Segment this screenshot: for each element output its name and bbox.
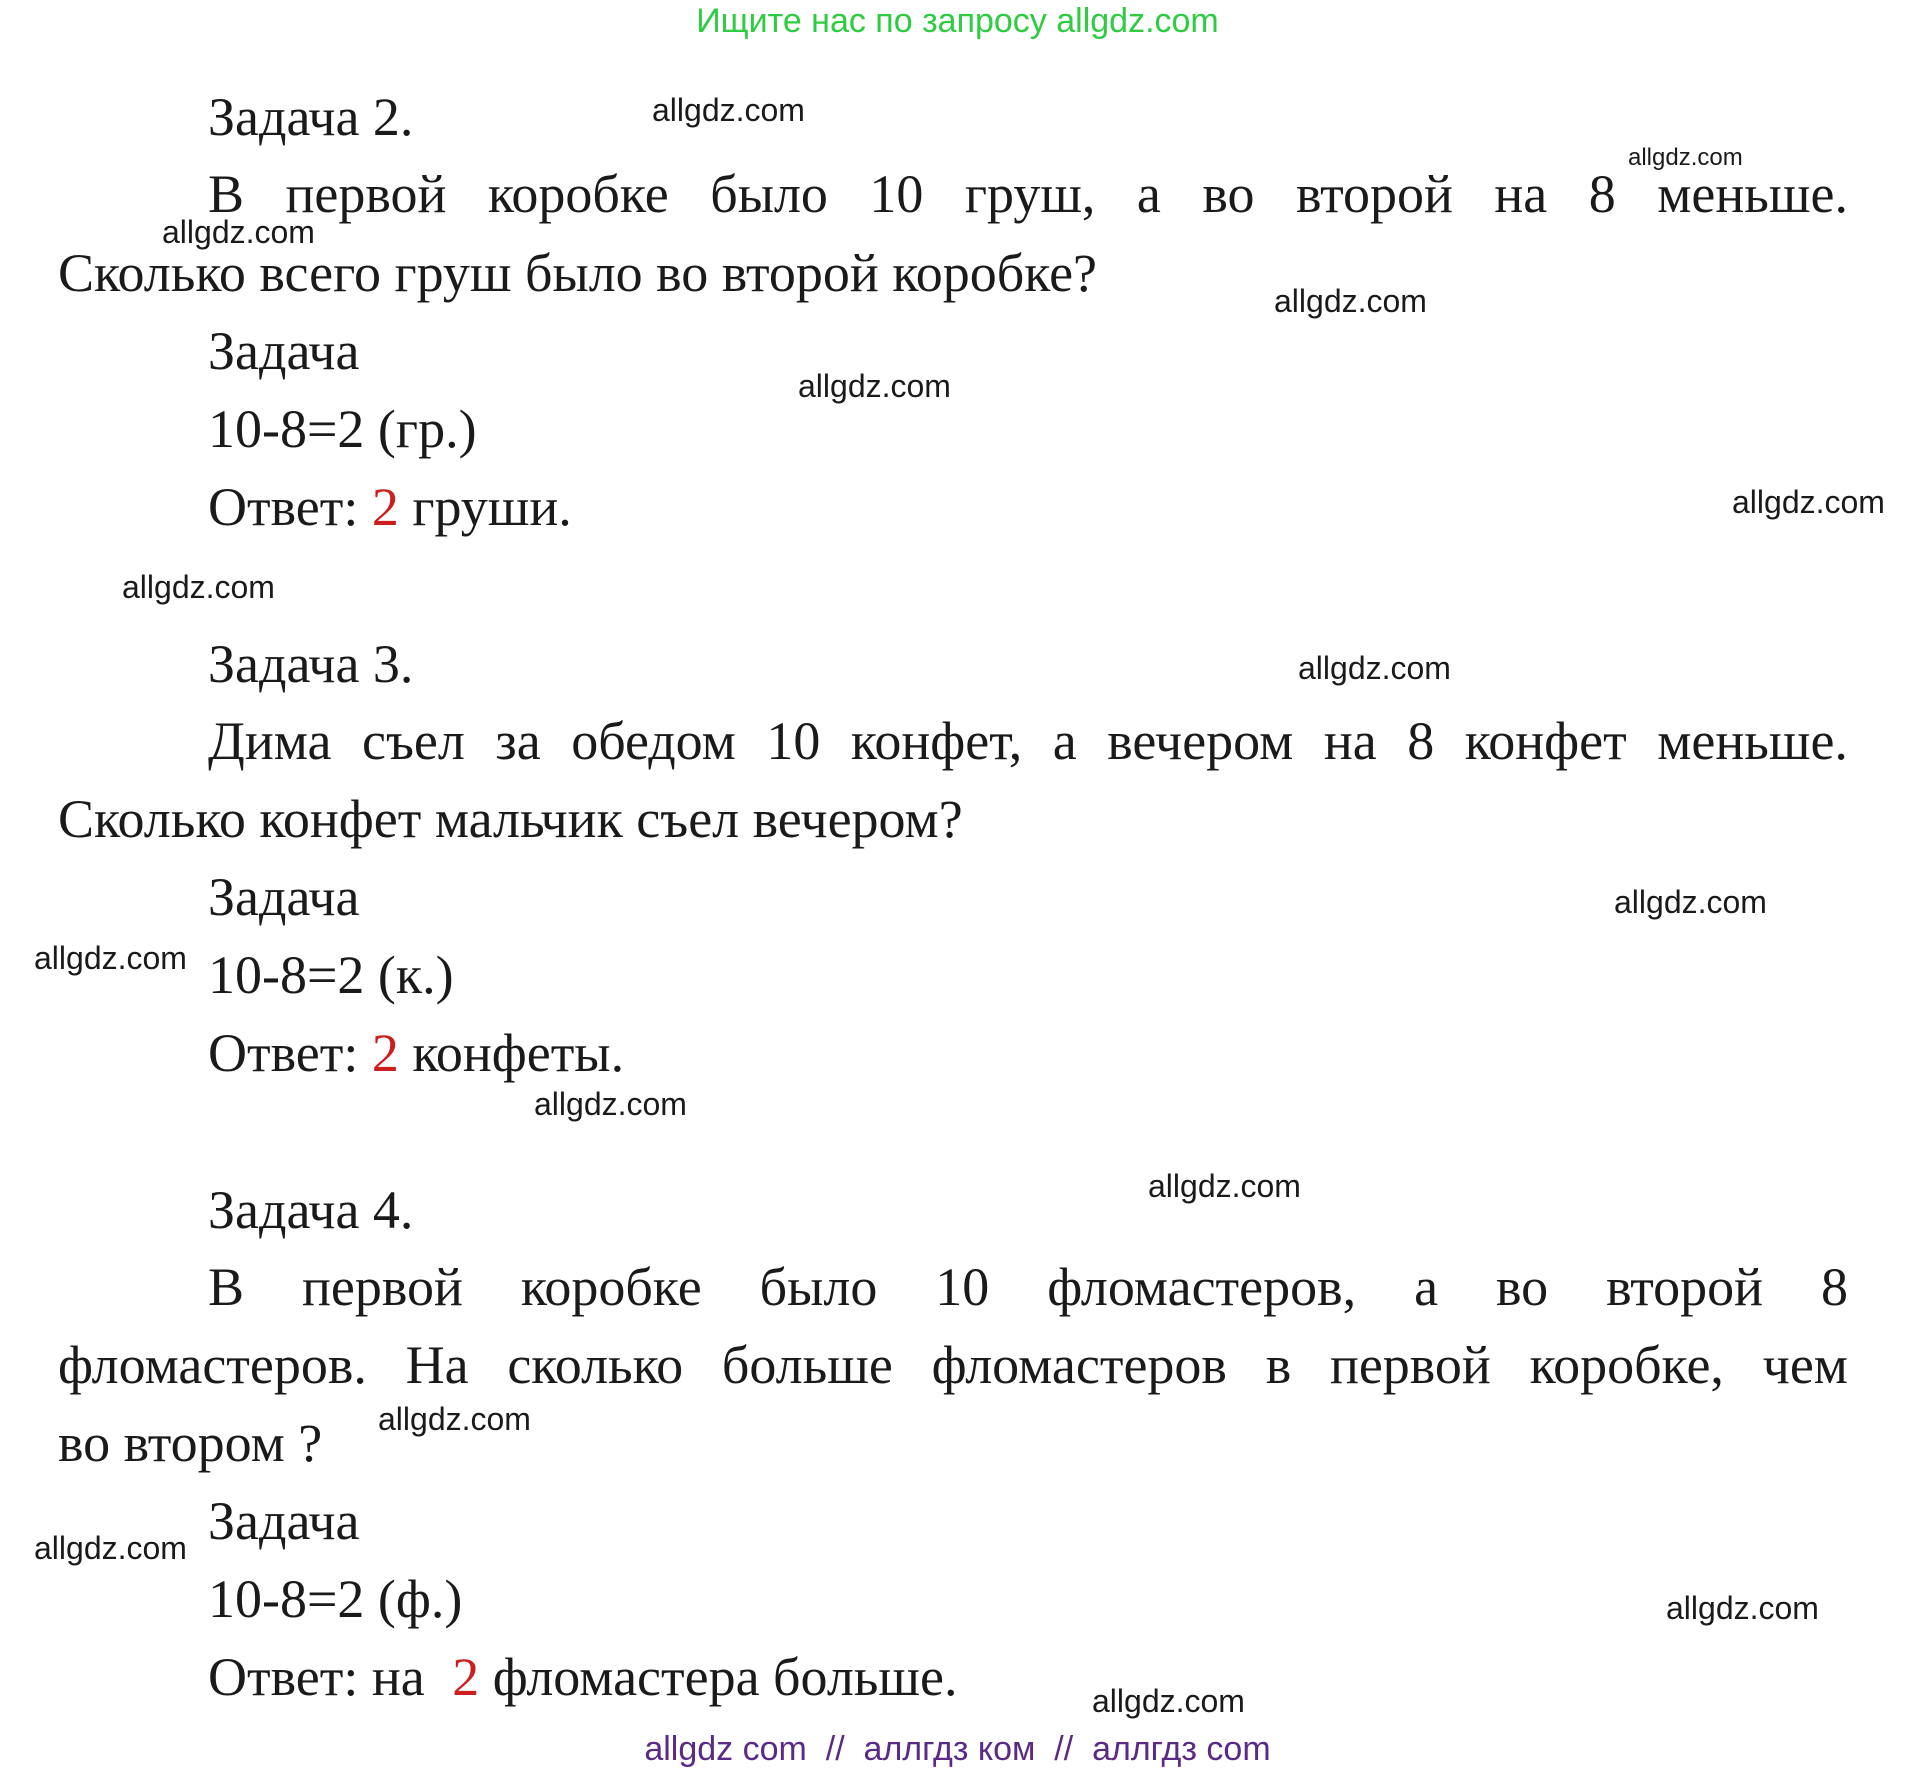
watermark: allgdz.com (652, 92, 805, 128)
task-2-solution-label: Задача (208, 321, 360, 381)
watermark: allgdz.com (1666, 1590, 1819, 1626)
task-2-statement-line-1 (208, 164, 1848, 224)
word: 8 (1407, 711, 1435, 771)
word: во (1495, 1257, 1549, 1317)
word: коробке (487, 164, 669, 224)
answer-prefix: Ответ: на (208, 1647, 425, 1707)
answer-suffix: конфеты. (412, 1023, 625, 1083)
task-3-statement-line-1 (208, 711, 1848, 771)
task-3-statement-line-2: Сколько конфет мальчик съел вечером? (58, 789, 963, 849)
word: на (1494, 164, 1548, 224)
word: коробке (520, 1257, 702, 1317)
word: больше (721, 1335, 893, 1395)
word: а (1414, 1257, 1439, 1317)
word: а (1136, 164, 1161, 224)
task-3-title: Задача 3. (208, 634, 414, 694)
task-2-title: Задача 2. (208, 87, 414, 147)
word: На (405, 1335, 469, 1395)
watermark: allgdz.com (378, 1401, 531, 1437)
word: второй (1606, 1257, 1764, 1317)
watermark: allgdz.com (1148, 1168, 1301, 1204)
word: в (1265, 1335, 1292, 1395)
watermark: allgdz.com (34, 1530, 187, 1566)
task-4-statement-line-1 (208, 1257, 1848, 1317)
task-3-answer (208, 1023, 625, 1083)
word: обедом (571, 711, 736, 771)
word: меньше. (1657, 711, 1848, 771)
task-4-title: Задача 4. (208, 1180, 414, 1240)
word: вечером (1107, 711, 1294, 771)
answer-value: 2 (371, 477, 399, 537)
task-4-statement-line-2 (58, 1335, 1848, 1395)
word: было (759, 1257, 878, 1317)
word: 10 (766, 711, 821, 771)
word: первой (285, 164, 447, 224)
word: было (710, 164, 828, 224)
word: В (208, 164, 245, 224)
task-4-answer (208, 1647, 958, 1707)
word: сколько (507, 1335, 684, 1395)
watermark: allgdz.com (1628, 144, 1743, 171)
word: 8 (1588, 164, 1616, 224)
word: чем (1762, 1335, 1848, 1395)
answer-prefix: Ответ: (208, 1023, 359, 1083)
answer-value: 2 (452, 1647, 480, 1707)
watermark: allgdz.com (122, 569, 275, 605)
task-2-answer (208, 477, 572, 537)
word: конфет, (850, 711, 1023, 771)
watermark: allgdz.com (34, 940, 187, 976)
search-banner (0, 4, 1915, 38)
task-4-solution-label: Задача (208, 1491, 360, 1551)
watermark: allgdz.com (534, 1086, 687, 1122)
watermark: allgdz.com (1092, 1683, 1245, 1719)
watermark: allgdz.com (1614, 884, 1767, 920)
word: фломастеров, (1047, 1257, 1357, 1317)
word: фломастеров. (58, 1335, 367, 1395)
task-3-equation: 10-8=2 (к.) (208, 945, 454, 1005)
word: на (1323, 711, 1377, 771)
word: 10 (935, 1257, 990, 1317)
word: первой (1329, 1335, 1491, 1395)
word: В (208, 1257, 245, 1317)
answer-suffix: груши. (412, 477, 572, 537)
word: груш, (964, 164, 1096, 224)
word: 8 (1820, 1257, 1848, 1317)
watermark: allgdz.com (1298, 650, 1451, 686)
task-4-equation: 10-8=2 (ф.) (208, 1569, 463, 1629)
word: съел (362, 711, 465, 771)
word: меньше. (1657, 164, 1848, 224)
word: первой (301, 1257, 463, 1317)
footer-text: allgdz com // аллгдз ком // аллгдз com (644, 1730, 1271, 1768)
word: а (1052, 711, 1077, 771)
task-4-statement-line-3: во втором ? (58, 1413, 323, 1473)
footer-links (0, 1732, 1915, 1766)
watermark: allgdz.com (1274, 283, 1427, 319)
word: второй (1295, 164, 1453, 224)
answer-prefix: Ответ: (208, 477, 359, 537)
answer-value: 2 (371, 1023, 399, 1083)
watermark: allgdz.com (1732, 484, 1885, 520)
word: коробке, (1529, 1335, 1724, 1395)
task-3-solution-label: Задача (208, 867, 360, 927)
watermark: allgdz.com (798, 368, 951, 404)
word: 10 (869, 164, 924, 224)
banner-text: Ищите нас по запросу allgdz.com (696, 2, 1219, 40)
word: конфет (1464, 711, 1627, 771)
word: фломастеров (931, 1335, 1227, 1395)
word: во (1202, 164, 1255, 224)
word: за (495, 711, 541, 771)
task-2-statement-line-2: Сколько всего груш было во второй коробке? (58, 243, 1098, 303)
answer-suffix: фломастера больше. (492, 1647, 958, 1707)
word: Дима (208, 711, 332, 771)
task-2-equation: 10-8=2 (гр.) (208, 399, 477, 459)
watermark: allgdz.com (162, 214, 315, 250)
